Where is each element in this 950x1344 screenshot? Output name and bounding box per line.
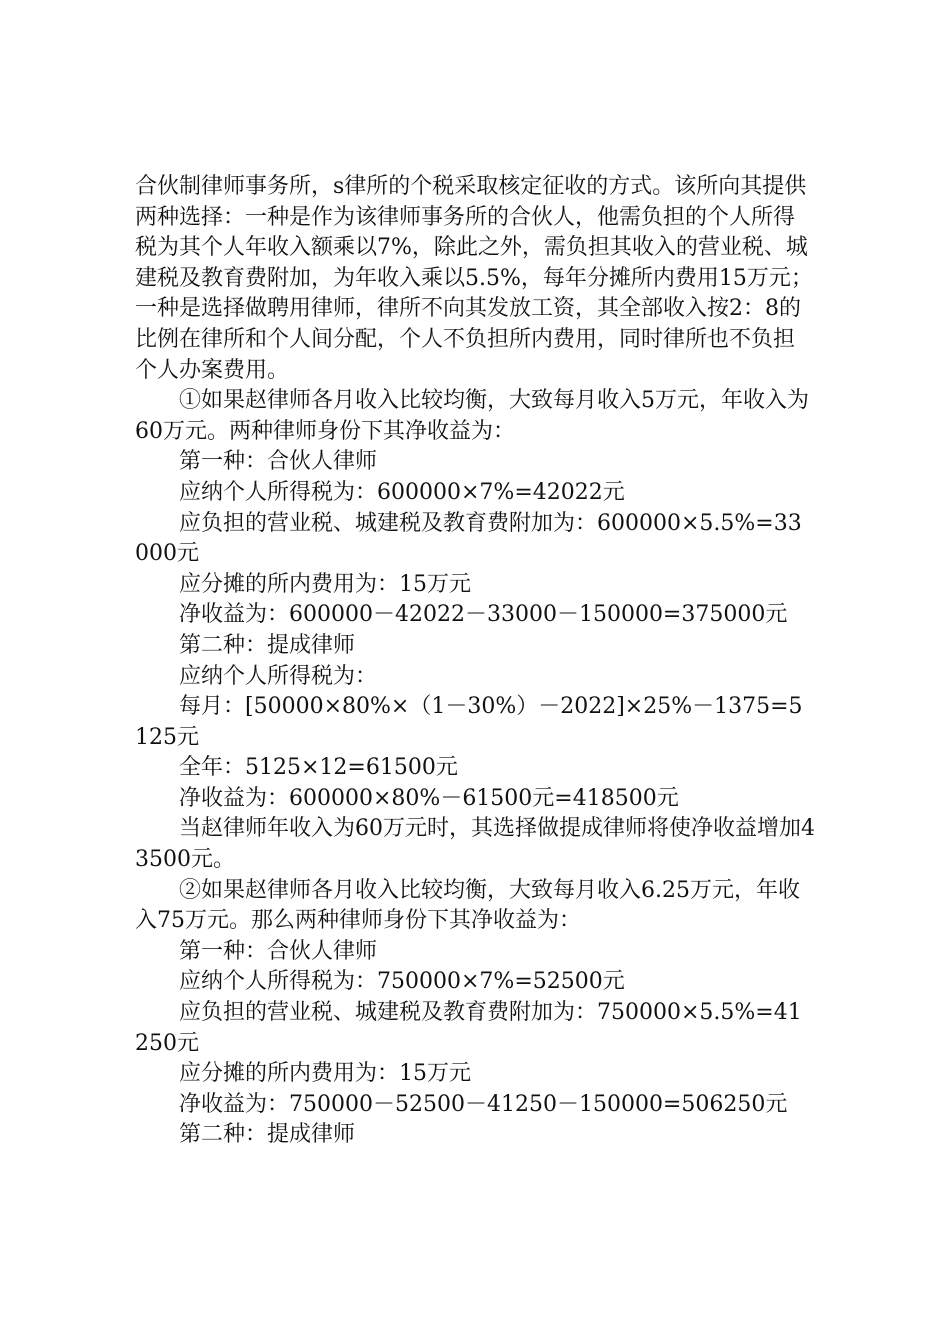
line-commission-tax-label-1: 应纳个人所得税为： — [179, 663, 378, 689]
line-business-tax-1: 应负担的营业税、城建税及教育费附加为：600000×5.5%=33000元 — [135, 510, 802, 567]
line-net-income-partner-1: 净收益为：600000－42022－33000－150000=375000元 — [179, 602, 788, 628]
line-commission-heading-1: 第二种：提成律师 — [179, 632, 356, 658]
paragraph-case-2: ②如果赵律师各月收入比较均衡，大致每月收入6.25万元，年收入75万元。那么两种律师身份下其净收益为： — [135, 877, 800, 934]
paragraph-intro: 合伙制律师事务所，s律所的个税采取核定征收的方式。该所向其提供两种选择：一种是作为该律师事务所的合伙人，他需负担的个人所得税为其个人年收入额乘以7%，除此之外，需负担其收入的营业税、城建税及教育费附加，为年收入乘以5.5%，每年分摊所内费用15万元；一种是选择做聘用律师，律所不向其发放工资，其全部收入按2：8的比例在律所和个人间分配，个人不负担所内费用，同时律所也不负担个人办案费用。 — [135, 174, 813, 383]
paragraph-case-1: ①如果赵律师各月收入比较均衡，大致每月收入5万元，年收入为60万元。两种律师身份下其净收益为： — [135, 388, 809, 444]
line-net-income-commission-1: 净收益为：600000×80%－61500元=418500元 — [179, 785, 679, 811]
line-income-tax-1: 应纳个人所得税为：600000×7%=42022元 — [179, 479, 625, 505]
line-partner-heading-1: 第一种：合伙人律师 — [179, 449, 378, 475]
line-net-income-partner-2: 净收益为：750000－52500－41250－150000=506250元 — [179, 1091, 788, 1117]
line-commission-heading-2: 第二种：提成律师 — [179, 1122, 356, 1148]
line-annual-tax-1: 全年：5125×12=61500元 — [179, 755, 458, 781]
line-business-tax-2: 应负担的营业税、城建税及教育费附加为：750000×5.5%=41250元 — [135, 1000, 802, 1056]
line-partner-heading-2: 第一种：合伙人律师 — [179, 938, 378, 964]
line-income-tax-2: 应纳个人所得税为：750000×7%=52500元 — [179, 969, 625, 995]
line-office-cost-1: 应分摊的所内费用为：15万元 — [179, 571, 471, 597]
line-office-cost-2: 应分摊的所内费用为：15万元 — [179, 1061, 471, 1087]
paragraph-conclusion-1: 当赵律师年收入为60万元时，其选择做提成律师将使净收益增加43500元。 — [135, 816, 815, 873]
line-monthly-tax-1: 每月：[50000×80%×（1－30%）－2022]×25%－1375=5125元 — [135, 694, 803, 750]
document-body — [135, 172, 815, 1151]
